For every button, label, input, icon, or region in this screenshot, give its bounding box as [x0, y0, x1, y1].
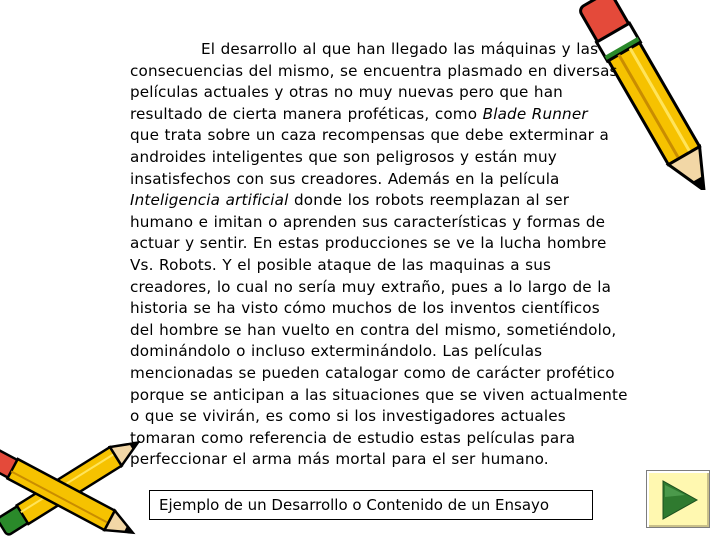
paragraph-line: actuar y sentir. En estas producciones se ve la lucha hombre — [130, 234, 607, 253]
paragraph-line: consecuencias del mismo, se encuentra plasmado en diversas — [130, 61, 618, 80]
caption-box — [149, 490, 593, 520]
paragraph-line: que trata sobre un caza recompensas que debe exterminar a — [130, 126, 610, 145]
paragraph-line: Vs. Robots. Y el posible ataque de las maquinas a sus — [130, 255, 552, 274]
paragraph-text: resultado de cierta manera proféticas, como — [130, 104, 483, 123]
paragraph-line: creadores, lo cual no sería muy extraño, pues a lo largo de la — [130, 277, 612, 296]
essay-paragraph — [130, 39, 642, 471]
paragraph-line: películas actuales y otras no muy nuevas pero que han — [130, 83, 563, 102]
paragraph-line: tomaran como referencia de estudio estas películas para — [130, 428, 576, 447]
paragraph-line: o que se vivirán, es como si los investigadores actuales — [130, 407, 566, 426]
paragraph-line — [130, 104, 642, 126]
film-title-blade-runner: Blade Runner — [482, 104, 588, 123]
paragraph-line: humano e imitan o aprenden sus características y formas de — [130, 212, 606, 231]
paragraph-line: androides inteligentes que son peligrosos y están muy — [130, 147, 557, 166]
paragraph-line: insatisfechos con sus creadores. Además en la película — [130, 169, 560, 188]
paragraph-text: donde los robots reemplazan al ser — [288, 191, 570, 210]
paragraph-line: del hombre se han vuelto en contra del mismo, sometiéndolo, — [130, 320, 617, 339]
paragraph-line: porque se anticipan a las situaciones que se viven actualmente — [130, 385, 628, 404]
next-slide-button[interactable] — [646, 470, 710, 528]
paragraph-line: mencionadas se pueden catalogar como de carácter profético — [130, 363, 615, 382]
crossed-pencils-icon — [0, 425, 150, 540]
film-title-inteligencia-artificial: Inteligencia artificial — [130, 191, 289, 210]
paragraph-line: historia se ha visto cómo muchos de los inventos científicos — [130, 299, 600, 318]
paragraph-line — [130, 190, 642, 212]
paragraph-line: perfeccionar el arma más mortal para el ser humano. — [130, 450, 549, 469]
caption-text: Ejemplo de un Desarrollo o Contenido de un Ensayo — [159, 496, 550, 514]
play-triangle-icon — [647, 471, 711, 529]
paragraph-line: El desarrollo al que han llegado las máquinas y las — [201, 40, 599, 58]
paragraph-line: dominándolo o incluso exterminándolo. Las películas — [130, 342, 543, 361]
